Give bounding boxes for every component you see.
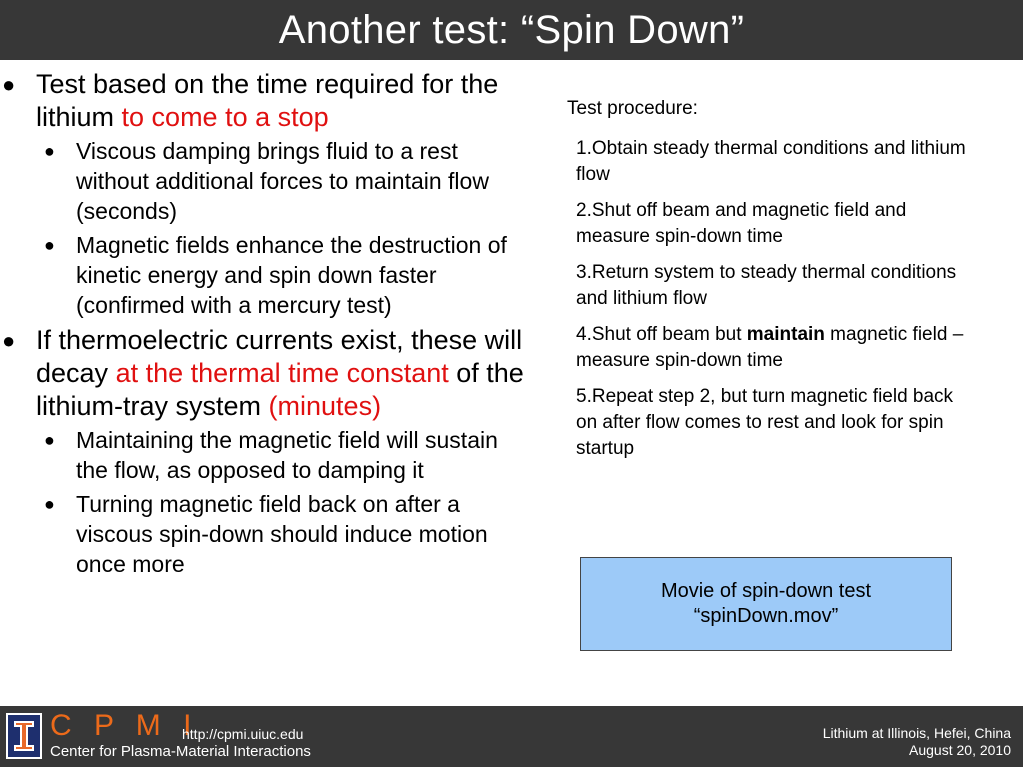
bullet-dot-icon: ●: [44, 235, 55, 255]
bullet-level1: [0, 324, 540, 423]
illinois-i-logo-icon: [6, 713, 42, 759]
bullet-highlight: (minutes): [268, 391, 382, 421]
slide-title: Another test: “Spin Down”: [278, 7, 745, 52]
bullet-text: Maintaining the magnetic field will sustain the flow, as opposed to damping it: [76, 427, 498, 483]
footer-date: August 20, 2010: [909, 742, 1011, 758]
bullet-level2: [0, 230, 540, 320]
cpmi-subtitle: Center for Plasma-Material Interactions: [50, 743, 311, 760]
footer-event: Lithium at Illinois, Hefei, China: [822, 725, 1011, 741]
bullet-level2: [0, 136, 540, 226]
procedure-step-5: 5.Repeat step 2, but turn magnetic field back on after flow comes to rest and look for spin startup: [576, 386, 954, 459]
procedure-step-3: 3.Return system to steady thermal conditions and lithium flow: [576, 262, 957, 309]
title-bar: [0, 0, 1023, 60]
step-text: magnetic field – measure spin-down time: [576, 324, 964, 371]
bullet-dot-icon: ●: [44, 494, 55, 514]
procedure-step-4: [576, 322, 967, 374]
bullet-text: If thermoelectric currents exist, these will decay: [36, 325, 523, 388]
procedure-step-1: 1.Obtain steady thermal conditions and lithium flow: [576, 138, 966, 185]
cpmi-logo-text: C P M I: [50, 709, 199, 742]
bullet-highlight: at the thermal time constant: [115, 358, 449, 388]
footer-bar: [0, 706, 1023, 767]
bullet-dot-icon: ●: [2, 328, 16, 353]
step-text: 4.Shut off beam but: [576, 324, 747, 345]
bullet-level1: [0, 68, 540, 134]
bullet-text: of the lithium-tray system: [36, 358, 524, 421]
movie-filename: “spinDown.mov”: [693, 605, 839, 627]
bullet-level2: [0, 489, 540, 579]
procedure-heading: Test procedure:: [567, 98, 698, 119]
step-emphasis: maintain: [746, 324, 825, 345]
bullet-level2: [0, 425, 540, 485]
bullet-text: Magnetic fields enhance the destruction of kinetic energy and spin down faster (confirmed with a mercury test): [76, 232, 507, 318]
bullet-text: Viscous damping brings fluid to a rest without additional forces to maintain flow (seconds): [76, 138, 489, 224]
bullet-dot-icon: ●: [44, 141, 55, 161]
movie-link-box[interactable]: [580, 557, 952, 651]
bullet-text: Test based on the time required for the lithium: [36, 69, 499, 132]
movie-title: Movie of spin-down test: [660, 580, 872, 602]
bullet-dot-icon: ●: [2, 72, 16, 97]
website-link[interactable]: http://cpmi.uiuc.edu: [182, 726, 304, 742]
procedure-panel: [567, 96, 967, 472]
left-column: [0, 68, 540, 583]
bullet-text: Turning magnetic field back on after a viscous spin-down should induce motion once more: [76, 491, 488, 577]
footer-info: [823, 725, 1011, 759]
bullet-dot-icon: ●: [44, 430, 55, 450]
bullet-highlight: to come to a stop: [121, 102, 329, 132]
procedure-step-2: 2.Shut off beam and magnetic field and measure spin-down time: [576, 200, 907, 247]
